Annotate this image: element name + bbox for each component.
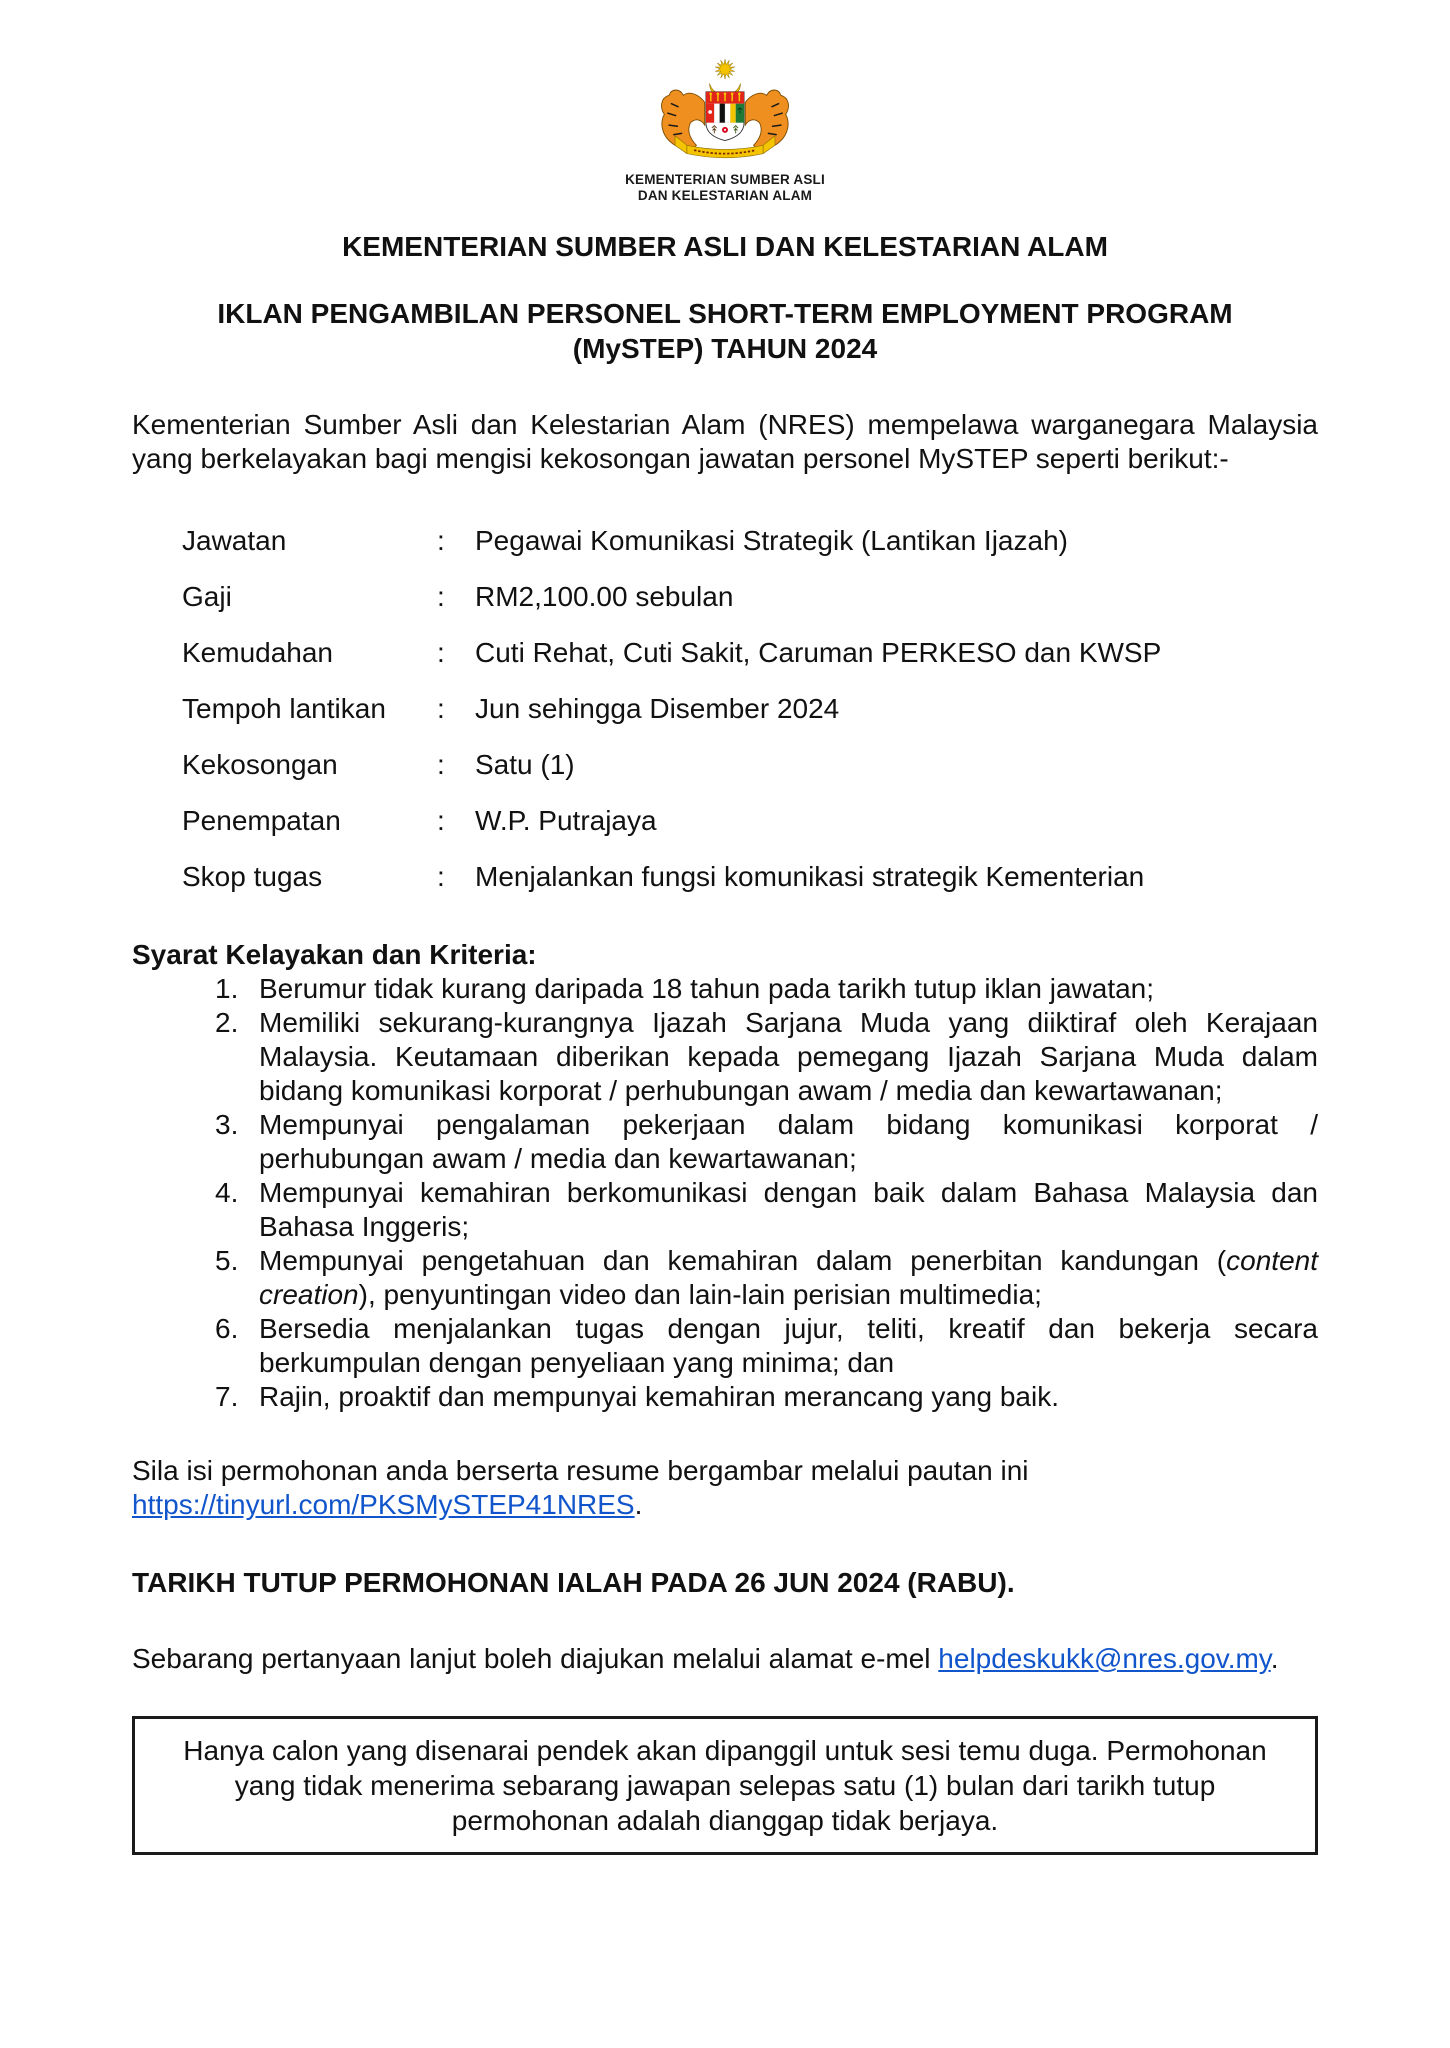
detail-separator: : xyxy=(437,861,445,892)
criteria-list xyxy=(132,972,1318,1414)
detail-label: Kemudahan xyxy=(182,637,334,668)
detail-row-kekosongan xyxy=(132,748,1318,782)
criteria-heading: Syarat Kelayakan dan Kriteria: xyxy=(132,939,537,970)
item-text-post: ), penyuntingan video dan lain-lain perisian multimedia; xyxy=(358,1279,1042,1310)
criteria-item-6 xyxy=(215,1312,1318,1380)
item-text: Mempunyai kemahiran berkomunikasi dengan baik dalam Bahasa Malaysia dan Bahasa Inggeris; xyxy=(259,1177,1318,1242)
detail-value: W.P. Putrajaya xyxy=(475,805,657,836)
item-number: 5. xyxy=(215,1245,239,1276)
apply-paragraph xyxy=(132,1454,1318,1522)
item-number: 7. xyxy=(215,1381,239,1412)
detail-value: Jun sehingga Disember 2024 xyxy=(475,693,840,724)
job-details-table xyxy=(132,524,1318,894)
subtitle-line1: IKLAN PENGAMBILAN PERSONEL SHORT-TERM EMPLOYMENT PROGRAM xyxy=(217,298,1233,329)
criteria-item-1 xyxy=(215,972,1318,1006)
apply-text-end: . xyxy=(634,1489,643,1520)
detail-label: Tempoh lantikan xyxy=(182,693,386,724)
item-text: Berumur tidak kurang daripada 18 tahun pada tarikh tutup iklan jawatan; xyxy=(259,973,1155,1004)
closing-date: TARIKH TUTUP PERMOHONAN IALAH PADA 26 JUN 2024 (RABU). xyxy=(132,1567,1015,1598)
helpdesk-email-link[interactable]: helpdeskukk@nres.gov.my xyxy=(938,1643,1271,1674)
enquiry-text-end: . xyxy=(1270,1643,1279,1674)
item-number: 4. xyxy=(215,1177,239,1208)
criteria-item-4 xyxy=(215,1176,1318,1244)
item-number: 3. xyxy=(215,1109,239,1140)
detail-row-penempatan xyxy=(132,804,1318,838)
item-number: 2. xyxy=(215,1007,239,1038)
document-title: KEMENTERIAN SUMBER ASLI DAN KELESTARIAN ALAM xyxy=(342,231,1108,262)
detail-row-gaji xyxy=(132,580,1318,614)
application-link[interactable]: https://tinyurl.com/PKSMySTEP41NRES xyxy=(132,1489,635,1520)
detail-value: Pegawai Komunikasi Strategik (Lantikan Ijazah) xyxy=(475,525,1068,556)
subtitle-line2: (MySTEP) TAHUN 2024 xyxy=(572,333,878,364)
logo-caption-line2: DAN KELESTARIAN ALAM xyxy=(637,188,813,203)
item-text: Rajin, proaktif dan mempunyai kemahiran merancang yang baik. xyxy=(259,1381,1059,1412)
detail-separator: : xyxy=(437,637,445,668)
detail-row-kemudahan xyxy=(132,636,1318,670)
detail-separator: : xyxy=(437,525,445,556)
detail-separator: : xyxy=(437,749,445,780)
criteria-item-3 xyxy=(215,1108,1318,1176)
item-number: 1. xyxy=(215,973,239,1004)
malaysia-coat-of-arms-icon xyxy=(656,56,794,168)
item-text: Mempunyai pengalaman pekerjaan dalam bidang komunikasi korporat / perhubungan awam / media dan kewartawanan; xyxy=(259,1109,1318,1174)
intro-paragraph: Kementerian Sumber Asli dan Kelestarian Alam (NRES) mempelawa warganegara Malaysia yang berkelayakan bagi mengisi kekosongan jawatan personel MySTEP seperti berikut:- xyxy=(132,409,1318,474)
detail-separator: : xyxy=(437,805,445,836)
item-number: 6. xyxy=(215,1313,239,1344)
criteria-item-2 xyxy=(215,1006,1318,1108)
enquiry-paragraph xyxy=(132,1642,1318,1676)
item-text: Memiliki sekurang-kurangnya Ijazah Sarjana Muda yang diiktiraf oleh Kerajaan Malaysia. Keutamaan diberikan kepada pemegang Ijazah Sarjana Muda dalam bidang komunikasi korporat / perhubungan awam / media dan kewartawanan; xyxy=(259,1007,1318,1106)
item-text-italic: content creation xyxy=(259,1245,1318,1310)
detail-separator: : xyxy=(437,693,445,724)
document-subtitle xyxy=(132,296,1318,366)
detail-value: Menjalankan fungsi komunikasi strategik Kementerian xyxy=(475,861,1145,892)
detail-value: Satu (1) xyxy=(475,749,575,780)
detail-row-jawatan xyxy=(132,524,1318,558)
logo-block xyxy=(132,56,1318,204)
notice-box: Hanya calon yang disenarai pendek akan dipanggil untuk sesi temu duga. Permohonan yang tidak menerima sebarang jawapan selepas satu (1) bulan dari tarikh tutup permohonan adalah dianggap tidak berjaya. xyxy=(132,1716,1318,1855)
logo-caption xyxy=(132,172,1318,204)
detail-value: RM2,100.00 sebulan xyxy=(475,581,734,612)
item-text xyxy=(259,1244,1318,1312)
item-text: Bersedia menjalankan tugas dengan jujur, teliti, kreatif dan bekerja secara berkumpulan dengan penyeliaan yang minima; dan xyxy=(259,1313,1318,1378)
detail-label: Gaji xyxy=(182,581,232,612)
apply-text: Sila isi permohonan anda berserta resume bergambar melalui pautan ini xyxy=(132,1455,1029,1486)
detail-label: Jawatan xyxy=(182,525,287,556)
detail-label: Skop tugas xyxy=(182,861,323,892)
enquiry-text: Sebarang pertanyaan lanjut boleh diajukan melalui alamat e-mel xyxy=(132,1643,939,1674)
criteria-item-5 xyxy=(215,1244,1318,1312)
criteria-item-7 xyxy=(215,1380,1318,1414)
detail-row-skop-tugas xyxy=(132,860,1318,894)
detail-row-tempoh-lantikan xyxy=(132,692,1318,726)
detail-value: Cuti Rehat, Cuti Sakit, Caruman PERKESO dan KWSP xyxy=(475,637,1162,668)
item-text-pre: Mempunyai pengetahuan dan kemahiran dalam penerbitan kandungan ( xyxy=(259,1245,1227,1276)
detail-label: Penempatan xyxy=(182,805,341,836)
logo-caption-line1: KEMENTERIAN SUMBER ASLI xyxy=(625,172,825,187)
detail-label: Kekosongan xyxy=(182,749,338,780)
detail-separator: : xyxy=(437,581,445,612)
